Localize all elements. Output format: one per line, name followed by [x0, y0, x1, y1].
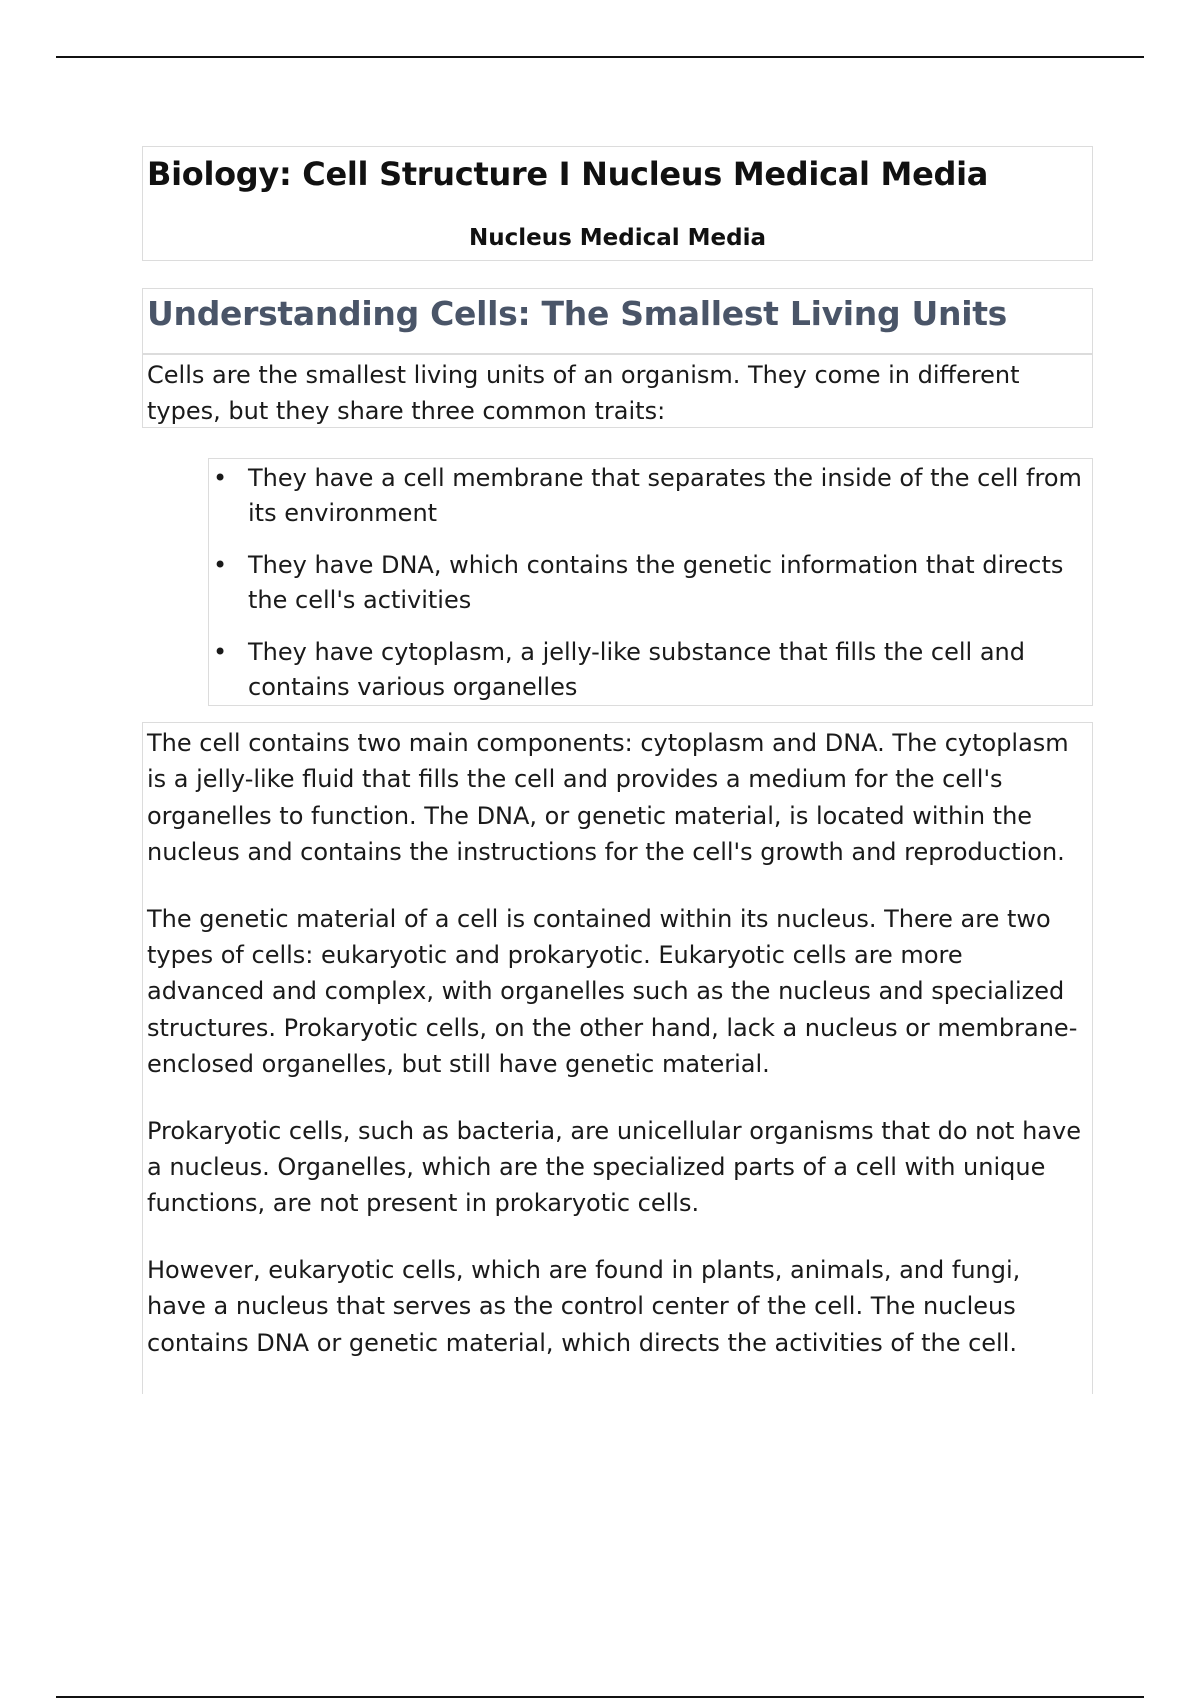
body-paragraph: However, eukaryotic cells, which are found in plants, animals, and fungi, have a nucleus that serves as the control center of the cell. The nucleus contains DNA or genetic material, which directs the activities of the cell. [147, 1255, 1021, 1357]
page-top-rule [56, 56, 1144, 58]
section-heading-block [142, 288, 1093, 354]
list-item [209, 635, 1092, 705]
list-item-text: They have DNA, which contains the genetic information that directs the cell's activities [248, 551, 1064, 614]
list-item-text: They have a cell membrane that separates the inside of the cell from its environment [248, 464, 1082, 527]
bullet-icon: • [213, 638, 228, 666]
intro-paragraph: Cells are the smallest living units of an organism. They come in different types, but they share three common traits: [147, 361, 1020, 425]
traits-list [209, 459, 1092, 722]
section-heading: Understanding Cells: The Smallest Living Units [147, 294, 1008, 333]
body-paragraph: Prokaryotic cells, such as bacteria, are unicellular organisms that do not have a nucleus. Organelles, which are the specialized parts of a cell with unique functions, are not present in prokaryotic cells. [147, 1116, 1081, 1218]
body-text-block [142, 722, 1093, 1394]
list-item-text: They have cytoplasm, a jelly-like substance that fills the cell and contains various organelles [248, 638, 1025, 701]
body-paragraph: The genetic material of a cell is contained within its nucleus. There are two types of cells: eukaryotic and prokaryotic. Eukaryotic cells are more advanced and complex, with organelles such as the nucleus and specialized structures. Prokaryotic cells, on the other hand, lack a nucleus or membrane-enclosed organelles, but still have genetic material. [147, 904, 1078, 1079]
document-author: Nucleus Medical Media [468, 225, 767, 251]
body-paragraph: The cell contains two main components: cytoplasm and DNA. The cytoplasm is a jelly-like fluid that fills the cell and provides a medium for the cell's organelles to function. The DNA, or genetic material, is located within the nucleus and contains the instructions for the cell's growth and reproduction. [147, 729, 1069, 867]
list-item [209, 461, 1092, 531]
traits-list-block [208, 458, 1093, 706]
intro-block [142, 354, 1093, 428]
title-block [142, 146, 1093, 261]
document-title: Biology: Cell Structure I Nucleus Medical Media [147, 155, 989, 193]
list-item [209, 548, 1092, 618]
bullet-icon: • [213, 551, 228, 579]
page-bottom-rule [56, 1696, 1144, 1698]
bullet-icon: • [213, 464, 228, 492]
